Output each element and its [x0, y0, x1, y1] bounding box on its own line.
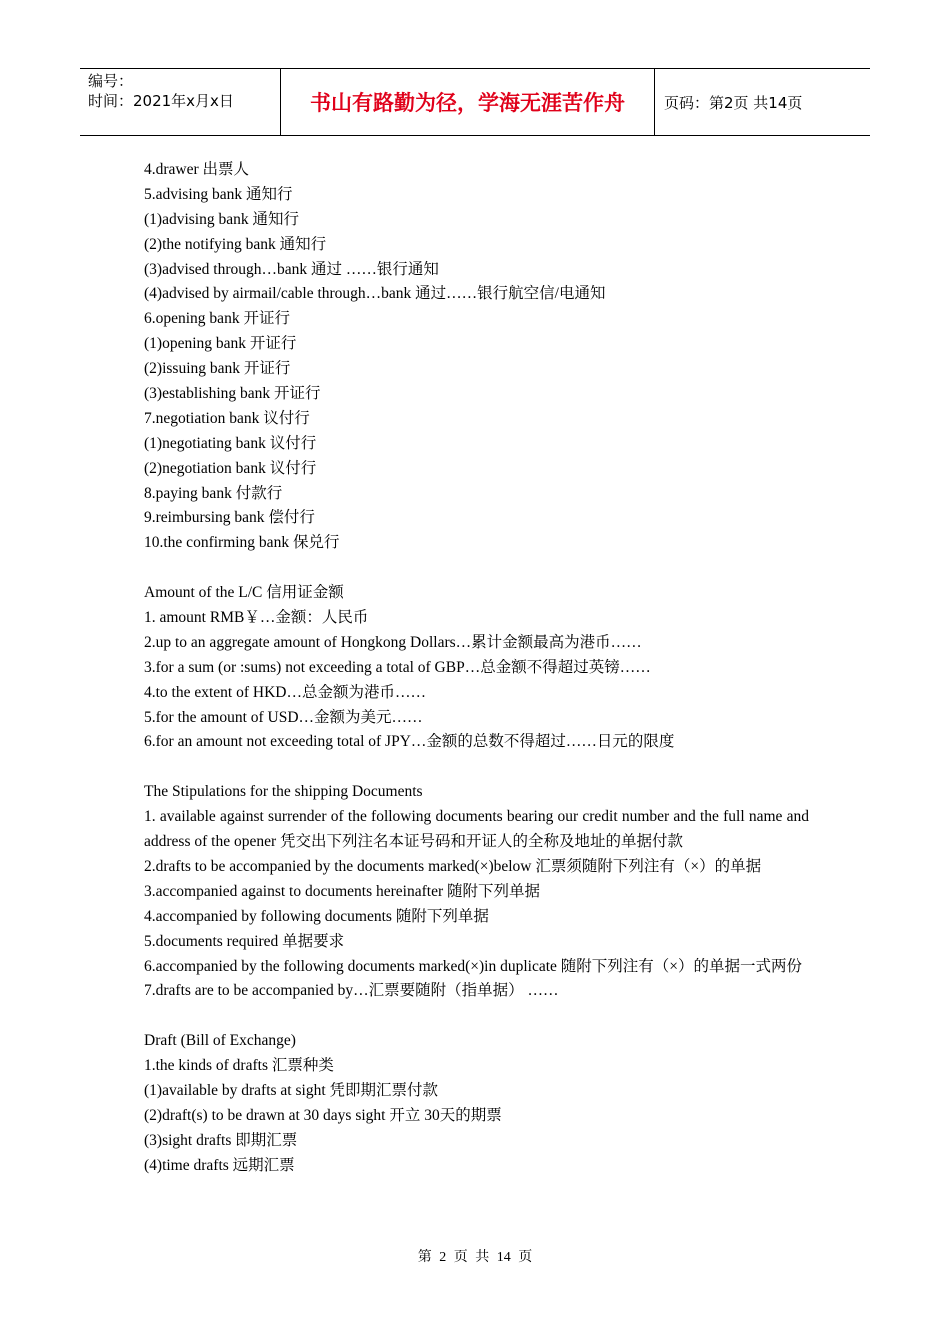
- text-line: (2)the notifying bank 通知行: [144, 235, 327, 253]
- text-line: 5.advising bank 通知行: [144, 185, 293, 203]
- text-line: 2.up to an aggregate amount of Hongkong Dollars…累计金额最高为港币……: [144, 633, 642, 651]
- text-line: 10.the confirming bank 保兑行: [144, 534, 340, 552]
- blank-line: [144, 1004, 809, 1029]
- blank-line: [144, 556, 809, 581]
- page-header: [80, 68, 870, 136]
- page-footer: 第 2 页 共 14 页: [417, 1250, 533, 1265]
- text-line: 8.paying bank 付款行: [144, 484, 283, 502]
- text-line: 5.for the amount of USD…金额为美元……: [144, 708, 423, 726]
- text-line: 3.accompanied against to documents hereinafter 随附下列单据: [144, 882, 540, 900]
- text-line: 1. amount RMB￥…金额：人民币: [144, 609, 369, 627]
- section-heading: Draft (Bill of Exchange): [144, 1032, 296, 1050]
- section-heading: The Stipulations for the shipping Documents: [144, 783, 423, 801]
- number-label: 编号：: [88, 72, 134, 90]
- text-line: 5.documents required 单据要求: [144, 932, 345, 950]
- text-line: (1)opening bank 开证行: [144, 335, 297, 353]
- text-line: (4)time drafts 远期汇票: [144, 1156, 295, 1174]
- text-line: 1.the kinds of drafts 汇票种类: [144, 1057, 334, 1075]
- text-line: 9.reimbursing bank 偿付行: [144, 509, 315, 527]
- text-line: (1)available by drafts at sight 凭即期汇票付款: [144, 1082, 439, 1100]
- text-line: 7.drafts are to be accompanied by…汇票要随附（指单据） ……: [144, 982, 559, 1000]
- text-paragraph: 6.accompanied by the following documents marked(×)in duplicate 随附下列注有（×）的单据一式两份: [144, 957, 803, 975]
- text-line: (1)advising bank 通知行: [144, 210, 299, 228]
- text-line: 4.to the extent of HKD…总金额为港币……: [144, 683, 426, 701]
- text-paragraph: 1. available against surrender of the following documents bearing our credit number and the full name and address of the opener 凭交出下列注名本证号码和开证人的全称及地址的单据付款: [144, 808, 809, 851]
- text-line: (3)advised through…bank 通过 ……银行通知: [144, 260, 439, 278]
- text-line: 3.for a sum (or :sums) not exceeding a total of GBP…总金额不得超过英镑……: [144, 658, 651, 676]
- text-line: (2)draft(s) to be drawn at 30 days sight 开立 30天的期票: [144, 1106, 502, 1124]
- text-line: 4.accompanied by following documents 随附下列单据: [144, 907, 489, 925]
- text-line: (2)issuing bank 开证行: [144, 360, 291, 378]
- header-motto: 书山有路勤为径，学海无涯苦作舟: [281, 69, 655, 135]
- text-line: 4.drawer 出票人: [144, 161, 250, 178]
- header-meta: [80, 69, 281, 135]
- text-line: (2)negotiation bank 议付行: [144, 459, 317, 477]
- blank-line: [144, 755, 809, 780]
- text-line: (3)establishing bank 开证行: [144, 385, 321, 403]
- header-page-info: 页码：第2页 共14页: [664, 93, 803, 112]
- text-line: 6.for an amount not exceeding total of JPY…金额的总数不得超过……日元的限度: [144, 733, 675, 751]
- text-line: 6.opening bank 开证行: [144, 310, 290, 328]
- text-line: (3)sight drafts 即期汇票: [144, 1131, 298, 1149]
- section-heading: Amount of the L/C 信用证金额: [144, 584, 344, 602]
- text-line: (1)negotiating bank 议付行: [144, 434, 317, 452]
- text-line: 7.negotiation bank 议付行: [144, 409, 310, 427]
- text-line: (4)advised by airmail/cable through…bank 通过……银行航空信/电通知: [144, 285, 606, 303]
- text-paragraph: 2.drafts to be accompanied by the documents marked(×)below 汇票须随附下列注有（×）的单据: [144, 857, 762, 875]
- time-label: 时间：2021年x月x日: [88, 92, 234, 110]
- document-body: [144, 158, 809, 1179]
